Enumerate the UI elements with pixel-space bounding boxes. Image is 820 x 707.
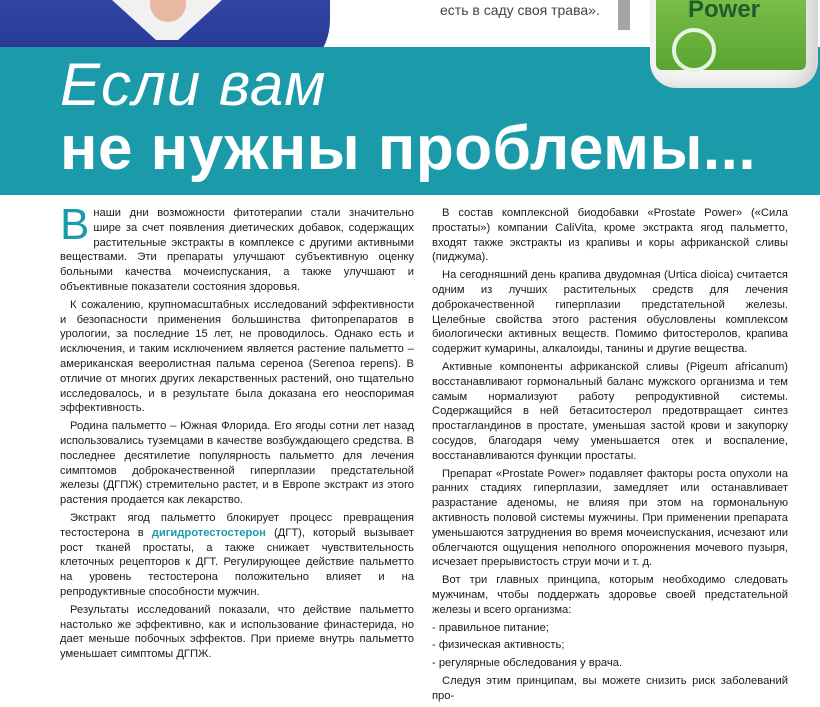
paragraph: Препарат «Prostate Power» подавляет факторы роста опухоли на ранних стадиях гиперплазии, замедляет или останавливает разрастание аденомы, не влияя при этом на гормональную активность половой системы мужчины. При применении препарата уменьшаются затруднения во время мочеиспускания, исчезают или облегчаются ощущения неполного опорожнения мочевого пузыря, исчезает прерывистость струи мочи и т. д. [432,467,788,569]
divider-bar [618,0,630,30]
right-column [432,206,788,707]
paragraph: Результаты исследований показали, что действие пальметто настолько же эффективно, как и использование финастерида, но дает меньше побочных эффектов. При приеме внутрь пальметто уменьшает симптомы ДГПЖ. [60,603,414,661]
list-item: - правильное питание; [432,621,549,634]
paragraph [60,511,414,600]
drop-cap: В [60,200,90,249]
list-item: - физическая активность; [432,639,565,652]
paragraph-text: наши дни возможности фитотерапии стали значительно шире за счет появления диетических добавок, содержащих растительные экстракты в комплексе с другими активными веществами. Эти препараты улучшают субъективную оценку больными качества мочеиспускания, а также улучшают и объективные показатели состояния здоровья. [60,207,414,293]
paragraph-text: Экстракт ягод пальметто блокирует процесс превращения тестостерона в [60,511,414,539]
paragraph [60,200,414,295]
headline-line-2: не нужны проблемы... [60,114,757,183]
quote-text: есть в саду своя трава». [440,2,600,18]
product-bottle-image [648,0,820,92]
paragraph: Родина пальметто – Южная Флорида. Его ягоды сотни лет назад использовались туземцами в качестве возбуждающего средства. В последнее десятилетие популярность пальметто для лечения симптомов доброкачественной гиперплазии предстательной железы (ДГПЖ) стремительно растет, и в Европе экстракт из этого растения продается как лекарство. [60,420,414,507]
bottle-logo-icon [672,28,716,72]
man-photo [0,0,330,47]
headline-line-1: Если вам [60,51,327,118]
paragraph: В состав комплексной биодобавки «Prostate Power» («Сила простаты») компании CaliVita, кроме экстракта ягод пальметто, входят также экстракты из крапивы и коры африканской сливы (пиджума). [432,207,788,264]
paragraph-text: (ДГТ), который вызывает рост тканей простаты, а также снижает чувствительность клеточных рецепторов к ДГТ. Регулирующее действие пальметто на уровень тестостерона положительно влияет и на репродуктивные способности мужчин. [60,526,414,598]
bottle-brand-text: Power [688,0,761,23]
paragraph: К сожалению, крупномасштабных исследований эффективности и безопасности применения большинства фитопрепаратов в урологии, за последние 15 лет, не проводилось. Однако есть и исключения, и таким исключением является растение пальметто – американская вееролистная пальма сереноа (Serenoa repens). В отличие от многих других лекарственных растений, оно тщательно исследовалось, и в результате была доказана его неоспоримая эффективность. [60,298,414,415]
paragraph: На сегодняшний день крапива двудомная (Urtica dioica) считается одним из лучших растительных средств для лечения доброкачественной гиперплазии предстательной железы. Целебные свойства этого растения обусловлены комплексом биологически активных веществ. Помимо фитостеролов, крапива содержит кумарины, алкалоиды, танины и другие вещества. [432,269,788,356]
highlight-term: дигидротестостерон [151,526,266,539]
paragraph: Следуя этим принципам, вы можете снизить риск заболеваний про- [432,674,788,702]
left-column [60,200,414,665]
paragraph: Вот три главных принципа, которым необходимо следовать мужчинам, чтобы поддержать здоровье своей предстательной железы и всего организма: [432,574,788,616]
paragraph: Активные компоненты африканской сливы (Pigeum africanum) восстанавливают гормональный баланс мужского организма и тем самым нормализуют работу репродуктивной системы. Содержащийся в ней бетаситостерол предотвращает синтез простагландинов в простате, уменьшая застой крови и закупорку сосудов, благодаря чему уменьшается отек и воспаление, восстанавливаются функции простаты. [432,360,788,462]
list-item: - регулярные обследования у врача. [432,657,623,670]
